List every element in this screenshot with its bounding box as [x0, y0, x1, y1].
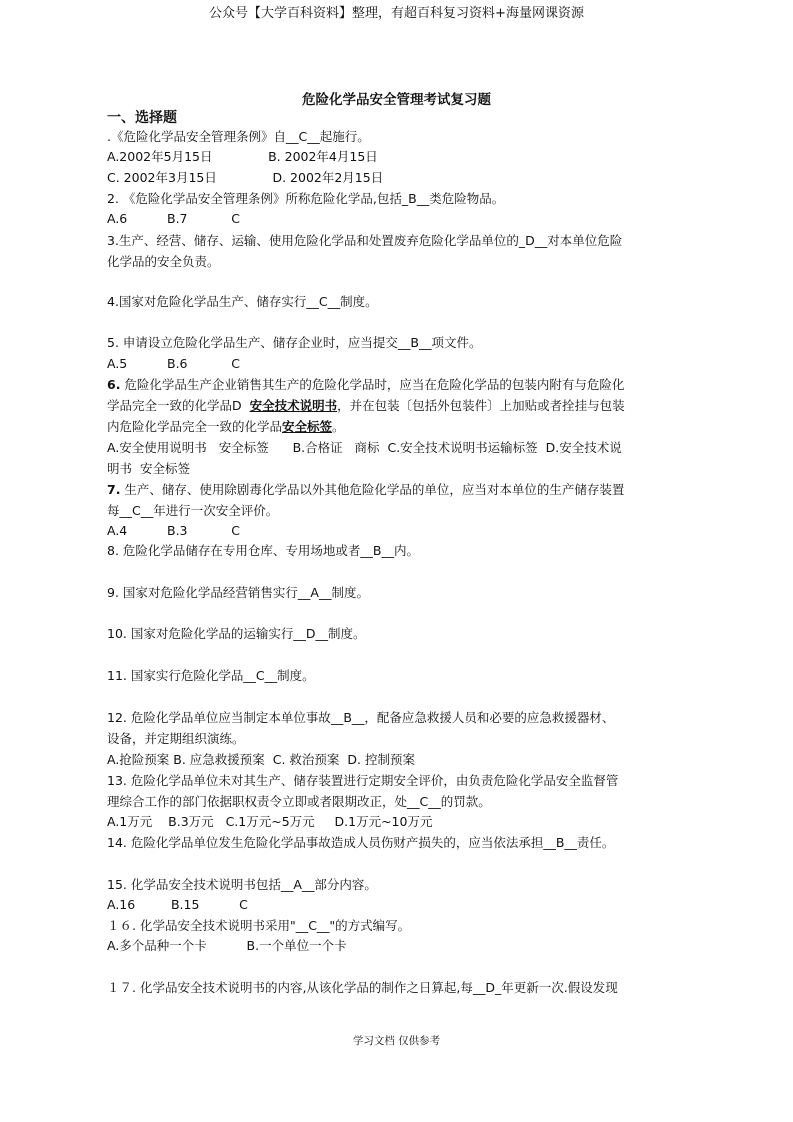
- question-text: 内危险化学品完全一致的化学品: [107, 419, 283, 434]
- section-heading: 一、选择题: [107, 110, 177, 126]
- question-6-line-1: [107, 377, 624, 393]
- answer-emphasis: 安全标签: [282, 419, 333, 434]
- question-17: １７. 化学品安全技术说明书的内容,从该化学品的制作之日算起,每__D_年更新一次.假设发现: [107, 980, 618, 995]
- question-text: ，并在包装〔包括外包装件〕上加贴或者拴挂与包装: [337, 398, 625, 413]
- question-12-line-1: 12. 危险化学品单位应当制定本单位事故__B__，配备应急救援人员和必要的应急救援器材、: [107, 710, 615, 725]
- question-1: .《危险化学品安全管理条例》自__C__起施行。: [107, 129, 370, 144]
- question-13-line-2: 理综合工作的部门依据职权责令立即或者限期改正，处__C__的罚款。: [107, 794, 491, 809]
- question-15-options: A.16 B.15 C: [107, 897, 248, 912]
- question-2-options: A.6 B.7 C: [107, 211, 240, 226]
- question-2: 2. 《危险化学品安全管理条例》所称危险化学品,包括_B__类危险物品。: [107, 191, 505, 206]
- question-text: 。: [332, 419, 345, 434]
- question-6-options-line-2: 明书 安全标签: [107, 461, 190, 476]
- question-6-line-2: [107, 398, 625, 414]
- question-6-line-3: [107, 419, 345, 435]
- page-footer: 学习文档 仅供参考: [352, 1035, 441, 1047]
- question-13-options: A.1万元 B.3万元 C.1万元~5万元 D.1万元~10万元: [107, 814, 433, 829]
- question-8: 8. 危险化学品储存在专用仓库、专用场地或者__B__内。: [107, 543, 419, 558]
- question-11: 11. 国家实行危险化学品__C__制度。: [107, 668, 315, 683]
- question-16: １６. 化学品安全技术说明书采用"__C__"的方式编写。: [107, 918, 411, 933]
- question-13-line-1: 13. 危险化学品单位未对其生产、储存装置进行定期安全评价，由负责危险化学品安全监督管: [107, 773, 619, 788]
- question-14: 14. 危险化学品单位发生危险化学品事故造成人员伤财产损失的，应当依法承担__B__责任。: [107, 835, 615, 850]
- question-9: 9. 国家对危险化学品经营销售实行__A__制度。: [107, 585, 369, 600]
- document-title: 危险化学品安全管理考试复习题: [302, 92, 491, 108]
- question-15: 15. 化学品安全技术说明书包括__A__部分内容。: [107, 877, 377, 892]
- question-12-options: A.抢险预案 B. 应急救援预案 C. 救治预案 D. 控制预案: [107, 752, 415, 767]
- question-3-line-2: 化学品的安全负责。: [107, 254, 220, 269]
- question-text: 生产、储存、使用除剧毒化学品以外其他危险化学品的单位，应当对本单位的生产储存装置: [120, 482, 625, 497]
- question-5-options: A.5 B.6 C: [107, 356, 240, 371]
- question-text: 危险化学品生产企业销售其生产的危险化学品时，应当在危险化学品的包装内附有与危险化: [120, 377, 625, 392]
- question-7-line-2: 每__C__年进行一次安全评价。: [107, 503, 279, 518]
- question-7-options: A.4 B.3 C: [107, 523, 240, 538]
- question-5: 5. 申请设立危险化学品生产、储存企业时，应当提交__B__项文件。: [107, 335, 482, 350]
- answer-emphasis: 安全技术说明书: [249, 398, 338, 413]
- question-4: 4.国家对危险化学品生产、储存实行__C__制度。: [107, 294, 378, 309]
- question-12-line-2: 设备，并定期组织演练。: [107, 731, 245, 746]
- question-number: 7.: [107, 482, 121, 497]
- question-3-line-1: 3.生产、经营、储存、运输、使用危险化学品和处置废弃危险化学品单位的_D__对本单位危险: [107, 233, 623, 248]
- question-16-options: A.多个品种一个卡 B.一个单位一个卡: [107, 938, 347, 953]
- question-7-line-1: [107, 482, 624, 498]
- question-number: 6.: [107, 377, 121, 392]
- question-10: 10. 国家对危险化学品的运输实行__D__制度。: [107, 626, 366, 641]
- question-text: 学品完全一致的化学品D: [107, 398, 250, 413]
- question-1-options-cd: C. 2002年3月15日 D. 2002年2月15日: [107, 170, 384, 185]
- question-6-options-line-1: A.安全使用说明书 安全标签 B.合格证 商标 C.安全技术说明书运输标签 D.安全技术说: [107, 440, 622, 455]
- question-1-options-ab: A.2002年5月15日 B. 2002年4月15日: [107, 149, 378, 164]
- page-header: 公众号【大学百科资料】整理，有超百科复习资料+海量网课资源: [209, 6, 584, 21]
